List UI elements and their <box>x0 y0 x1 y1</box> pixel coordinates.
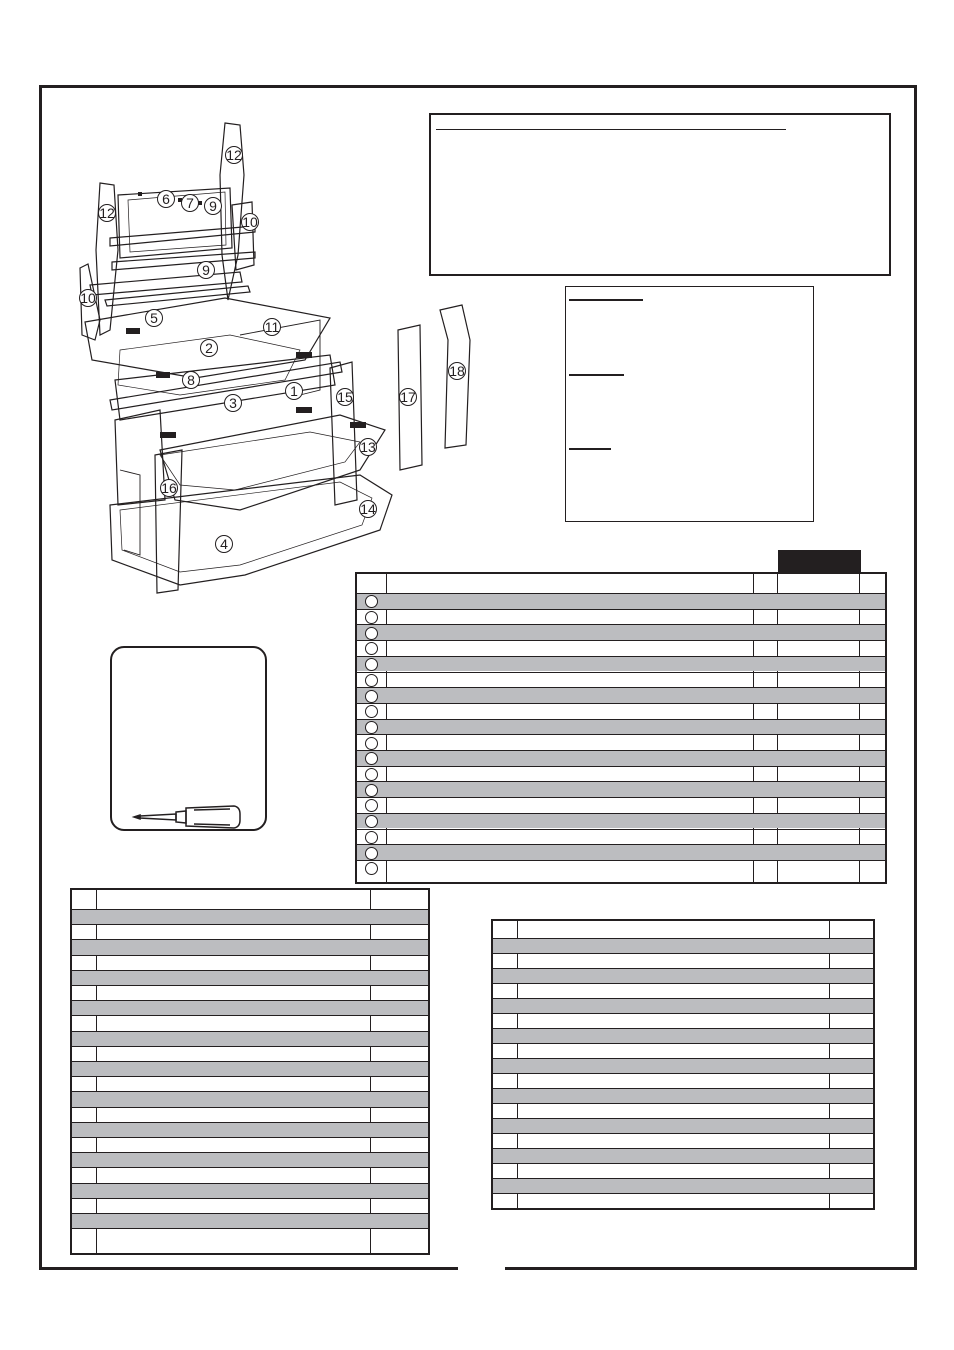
svg-text:18: 18 <box>449 363 465 379</box>
table-row <box>493 983 873 998</box>
row-marker-circle <box>365 768 378 781</box>
table-row <box>72 924 428 939</box>
callout-12-top <box>226 147 243 164</box>
row-marker-circle <box>365 658 378 671</box>
table-row <box>357 781 885 797</box>
svg-text:4: 4 <box>220 536 228 552</box>
row-marker-circle <box>365 595 378 608</box>
exploded-assembly-diagram <box>70 115 490 595</box>
table-row <box>72 1000 428 1015</box>
table-row <box>493 1088 873 1103</box>
table-row <box>357 624 885 640</box>
callout-15 <box>337 389 354 406</box>
table-row <box>493 1103 873 1118</box>
parts-list-table <box>355 572 887 884</box>
table-row <box>72 1183 428 1198</box>
table-row <box>72 970 428 985</box>
row-marker-circle <box>365 627 378 640</box>
hardware-list-table-a <box>70 888 430 1255</box>
svg-text:15: 15 <box>337 389 353 405</box>
table-row <box>493 1148 873 1163</box>
row-marker-circle <box>365 831 378 844</box>
table-row <box>493 998 873 1013</box>
callout-2 <box>201 340 218 357</box>
table-row <box>357 640 885 656</box>
svg-text:7: 7 <box>186 195 194 211</box>
row-marker-circle <box>365 705 378 718</box>
table-row <box>72 955 428 970</box>
row-marker-circle <box>365 784 378 797</box>
svg-text:14: 14 <box>360 501 376 517</box>
table-row <box>357 860 885 876</box>
footer-rule-left <box>39 1267 458 1270</box>
row-marker-circle <box>365 862 378 875</box>
table-row <box>493 1163 873 1178</box>
table-row <box>493 968 873 983</box>
callout-5 <box>146 310 163 327</box>
svg-text:10: 10 <box>80 290 96 306</box>
row-marker-circle <box>365 799 378 812</box>
callout-12-left <box>99 205 116 222</box>
callout-6 <box>158 191 175 208</box>
table-row <box>72 1152 428 1167</box>
table-row <box>493 953 873 968</box>
callout-16 <box>161 480 178 497</box>
table-row <box>72 1137 428 1152</box>
table-row <box>493 1133 873 1148</box>
svg-text:8: 8 <box>187 372 195 388</box>
row-marker-circle <box>365 815 378 828</box>
hardware-list-table-b <box>491 919 875 1210</box>
svg-text:5: 5 <box>150 310 158 326</box>
callout-3 <box>225 395 242 412</box>
table-row <box>357 672 885 688</box>
info-heading-rule-3 <box>569 448 611 450</box>
svg-text:13: 13 <box>360 439 376 455</box>
table-row <box>357 750 885 766</box>
table-row <box>357 829 885 845</box>
svg-text:10: 10 <box>242 214 258 230</box>
row-marker-circle <box>365 847 378 860</box>
callout-10-right <box>242 214 259 231</box>
svg-text:2: 2 <box>205 340 213 356</box>
info-box <box>565 286 814 522</box>
table-row <box>357 687 885 703</box>
table-row <box>493 1073 873 1088</box>
table-row <box>493 1013 873 1028</box>
table-row <box>493 1058 873 1073</box>
table-row <box>493 1028 873 1043</box>
callout-17 <box>400 389 417 406</box>
table-row <box>72 939 428 954</box>
svg-text:12: 12 <box>99 205 115 221</box>
table-row <box>493 1118 873 1133</box>
column-tab <box>778 550 861 573</box>
table-row <box>72 1061 428 1076</box>
table-row <box>72 1015 428 1030</box>
table-row <box>72 1198 428 1213</box>
table-row <box>72 1091 428 1106</box>
svg-text:9: 9 <box>209 198 217 214</box>
table-row <box>493 938 873 953</box>
table-row <box>72 909 428 924</box>
table-row <box>72 1031 428 1046</box>
table-row <box>493 1043 873 1058</box>
row-marker-circle <box>365 611 378 624</box>
callout-10-left <box>80 290 97 307</box>
callout-1 <box>286 383 303 400</box>
callout-4 <box>216 536 233 553</box>
callout-8 <box>183 372 200 389</box>
table-row <box>357 656 885 672</box>
callout-18 <box>449 363 466 380</box>
table-row <box>72 1122 428 1137</box>
table-row <box>493 1193 873 1208</box>
table-row <box>357 844 885 860</box>
callout-14 <box>360 501 377 518</box>
svg-text:3: 3 <box>229 395 237 411</box>
table-row <box>357 609 885 625</box>
callout-9-top <box>205 198 222 215</box>
table-row <box>72 1046 428 1061</box>
info-heading-rule-2 <box>569 374 624 376</box>
table-row <box>72 1107 428 1122</box>
row-marker-circle <box>365 642 378 655</box>
svg-text:9: 9 <box>202 262 210 278</box>
svg-text:1: 1 <box>290 383 298 399</box>
notice-box <box>429 113 891 276</box>
table-row <box>357 813 885 829</box>
row-marker-circle <box>365 690 378 703</box>
callout-13 <box>360 439 377 456</box>
svg-text:12: 12 <box>226 147 242 163</box>
svg-text:17: 17 <box>400 389 416 405</box>
row-marker-circle <box>365 752 378 765</box>
svg-text:16: 16 <box>161 480 177 496</box>
footer-rule-right <box>505 1267 916 1270</box>
table-row <box>72 985 428 1000</box>
table-row <box>357 719 885 735</box>
callout-7 <box>182 195 199 212</box>
notice-heading-rule <box>436 129 786 130</box>
table-row <box>357 734 885 750</box>
screwdriver-icon <box>130 800 245 830</box>
table-row <box>72 1213 428 1228</box>
callout-11 <box>264 319 281 336</box>
table-row <box>357 593 885 609</box>
svg-text:6: 6 <box>162 191 170 207</box>
svg-text:11: 11 <box>264 319 280 335</box>
table-row <box>357 766 885 782</box>
table-row <box>357 703 885 719</box>
row-marker-circle <box>365 737 378 750</box>
callout-9-middle <box>198 262 215 279</box>
table-row <box>72 1167 428 1182</box>
row-marker-circle <box>365 674 378 687</box>
table-row <box>357 797 885 813</box>
table-row <box>72 1076 428 1091</box>
table-row <box>493 1178 873 1193</box>
table-row <box>72 1228 428 1243</box>
row-marker-circle <box>365 721 378 734</box>
info-heading-rule-1 <box>569 299 643 301</box>
